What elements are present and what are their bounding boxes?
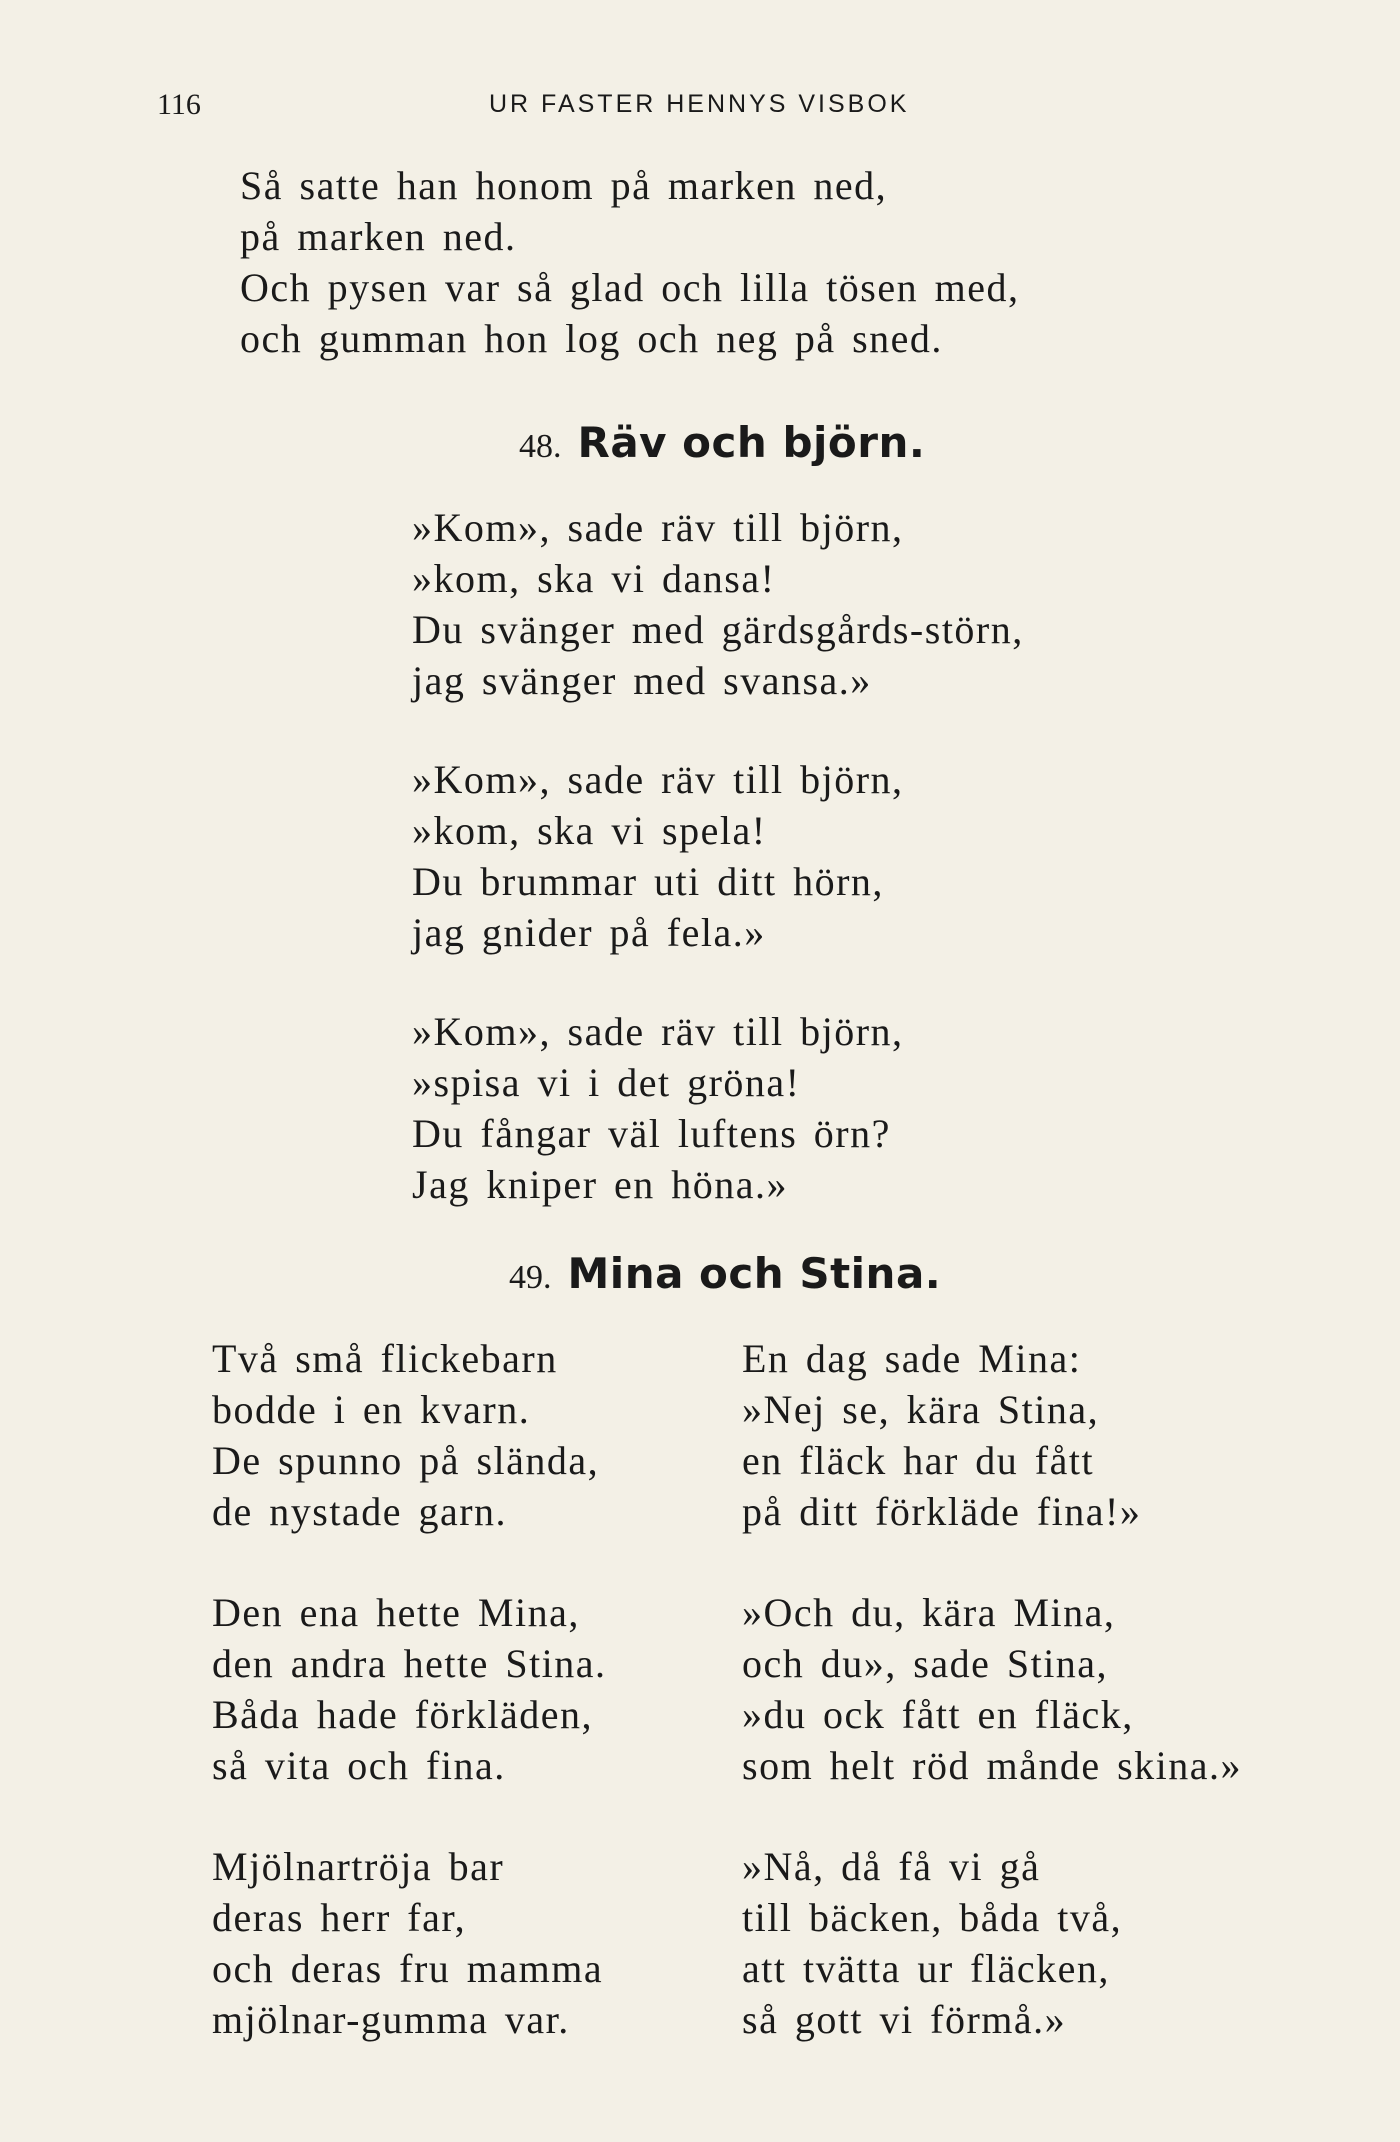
song-title: Räv och björn.: [577, 418, 926, 467]
verse-line: Du brummar uti ditt hörn,: [412, 859, 884, 904]
verse-line: »Kom», sade räv till björn,: [412, 1009, 904, 1054]
song-number: 48.: [519, 428, 562, 465]
verse-line: »Nå, då få vi gå: [742, 1844, 1041, 1889]
verse-line: Och pysen var så glad och lilla tösen med,: [240, 265, 1020, 310]
verse-line: »spisa vi i det gröna!: [412, 1060, 801, 1105]
verse-line: Så satte han honom på marken ned,: [240, 163, 888, 208]
verse-line: och du», sade Stina,: [742, 1641, 1109, 1686]
verse-line: jag svänger med svansa.»: [412, 658, 872, 703]
verse-line: »kom, ska vi spela!: [412, 808, 767, 853]
stanza: [212, 1333, 607, 1537]
verse-line: »Kom», sade räv till björn,: [412, 757, 904, 802]
stanza: [742, 1333, 1242, 1537]
verse-line: Jag kniper en höna.»: [412, 1162, 789, 1207]
verse-line: »Nej se, kära Stina,: [742, 1387, 1100, 1432]
stanza: [412, 502, 1024, 706]
verse-line: Mjölnartröja bar: [212, 1844, 505, 1889]
verse-line: de nystade garn.: [212, 1489, 508, 1534]
song-48-heading: [519, 418, 925, 467]
verse-line: Den ena hette Mina,: [212, 1590, 580, 1635]
song-number: 49.: [509, 1259, 552, 1296]
carryover-stanza: [240, 160, 1019, 364]
song-49-heading: [509, 1249, 941, 1298]
page-number: 116: [157, 88, 201, 121]
verse-line: De spunno på slända,: [212, 1438, 600, 1483]
verse-line: jag gnider på fela.»: [412, 910, 766, 955]
song-48-verses: [412, 502, 1024, 1210]
verse-line: och gumman hon log och neg på sned.: [240, 316, 943, 361]
stanza: [742, 1587, 1242, 1791]
verse-line: Båda hade förkläden,: [212, 1692, 593, 1737]
verse-line: att tvätta ur fläcken,: [742, 1946, 1110, 1991]
verse-line: på marken ned.: [240, 214, 517, 259]
verse-line: på ditt förkläde fina!»: [742, 1489, 1142, 1534]
verse-line: en fläck har du fått: [742, 1438, 1095, 1483]
verse-line: den andra hette Stina.: [212, 1641, 607, 1686]
verse-line: och deras fru mamma: [212, 1946, 604, 1991]
song-49-left-column: [212, 1333, 607, 2095]
stanza: [212, 1841, 607, 2045]
song-49-right-column: [742, 1333, 1242, 2095]
verse-line: »du ock fått en fläck,: [742, 1692, 1134, 1737]
verse-line: så gott vi förmå.»: [742, 1997, 1067, 2042]
running-head: [0, 88, 1400, 128]
verse-line: mjölnar-gumma var.: [212, 1997, 570, 2042]
verse-line: »Kom», sade räv till björn,: [412, 505, 904, 550]
verse-line: Du svänger med gärdsgårds-störn,: [412, 607, 1024, 652]
verse-line: En dag sade Mina:: [742, 1336, 1082, 1381]
verse-line: till bäcken, båda två,: [742, 1895, 1123, 1940]
stanza: [742, 1841, 1242, 2045]
song-title: Mina och Stina.: [567, 1249, 942, 1298]
verse-line: »Och du, kära Mina,: [742, 1590, 1116, 1635]
verse-line: så vita och fina.: [212, 1743, 506, 1788]
verse-line: deras herr far,: [212, 1895, 467, 1940]
verse-line: bodde i en kvarn.: [212, 1387, 531, 1432]
running-title: UR FASTER HENNYS VISBOK: [489, 90, 910, 118]
verse-line: Två små flickebarn: [212, 1336, 558, 1381]
stanza: [412, 1006, 1024, 1210]
verse-line: som helt röd månde skina.»: [742, 1743, 1243, 1788]
verse-line: Du fångar väl luftens örn?: [412, 1111, 891, 1156]
stanza: [212, 1587, 607, 1791]
stanza: [412, 754, 1024, 958]
verse-line: »kom, ska vi dansa!: [412, 556, 776, 601]
